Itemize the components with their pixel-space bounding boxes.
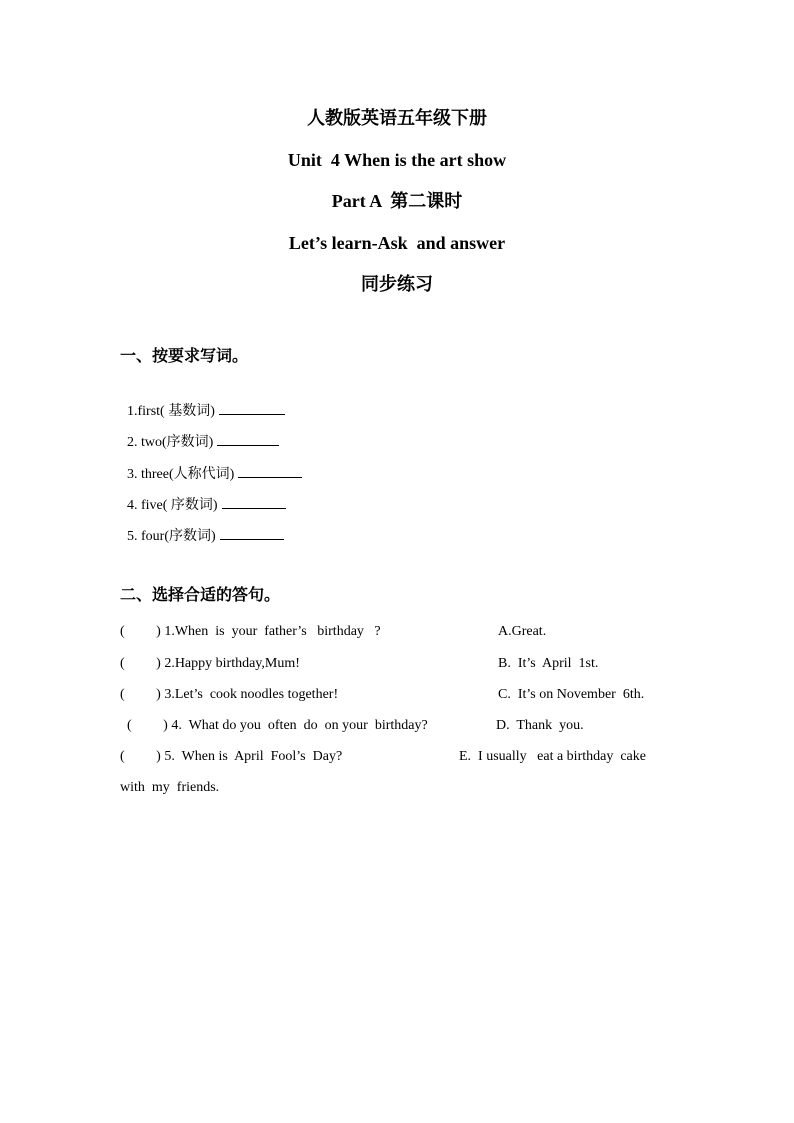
match-question[interactable]: ( ) 4. What do you often do on your birthday? — [120, 718, 428, 733]
answer-blank[interactable] — [219, 402, 285, 415]
answer-blank[interactable] — [217, 433, 279, 446]
word-question-text: 5. four(序数词) — [127, 529, 216, 544]
word-question-text: 2. two(序数词) — [127, 435, 214, 450]
match-answer: C. It’s on November 6th. — [498, 687, 645, 702]
exercise-subtitle: 同步练习 — [361, 274, 433, 294]
match-question[interactable]: ( ) 5. When is April Fool’s Day? — [120, 749, 343, 764]
match-row-1 — [120, 623, 660, 641]
document-title: 人教版英语五年级下册 — [307, 108, 487, 128]
lesson-title: Let’s learn-Ask and answer — [288, 232, 506, 253]
answer-blank[interactable] — [220, 527, 284, 540]
match-question[interactable]: ( ) 2.Happy birthday,Mum! — [120, 656, 300, 671]
match-answer: D. Thank you. — [496, 718, 584, 733]
match-answer: B. It’s April 1st. — [498, 656, 599, 671]
match-question[interactable]: ( ) 3.Let’s cook noodles together! — [120, 687, 339, 702]
word-question-5 — [120, 509, 284, 546]
match-question[interactable]: ( ) 1.When is your father’s birthday ? — [120, 624, 381, 639]
part-title: Part A 第二课时 — [331, 191, 463, 211]
unit-title: Unit 4 When is the art show — [287, 149, 507, 170]
match-answer: A.Great. — [498, 624, 547, 639]
answer-blank[interactable] — [238, 465, 302, 478]
match-row-2 — [120, 655, 660, 673]
word-question-text: 1.first( 基数词) — [127, 404, 215, 419]
section2-heading: 二、选择合适的答句。 — [120, 587, 281, 604]
answer-blank[interactable] — [222, 496, 286, 509]
match-row-3 — [120, 686, 660, 704]
word-question-text: 3. three(人称代词) — [127, 467, 235, 482]
section1-heading: 一、按要求写词。 — [120, 348, 249, 365]
match-row-4 — [120, 717, 660, 735]
match-answer: E. I usually eat a birthday cake — [459, 749, 646, 764]
word-question-text: 4. five( 序数词) — [127, 498, 218, 513]
match-answer-continuation: with my friends. — [120, 780, 220, 795]
document-header — [0, 104, 794, 312]
match-row-5 — [120, 748, 660, 766]
